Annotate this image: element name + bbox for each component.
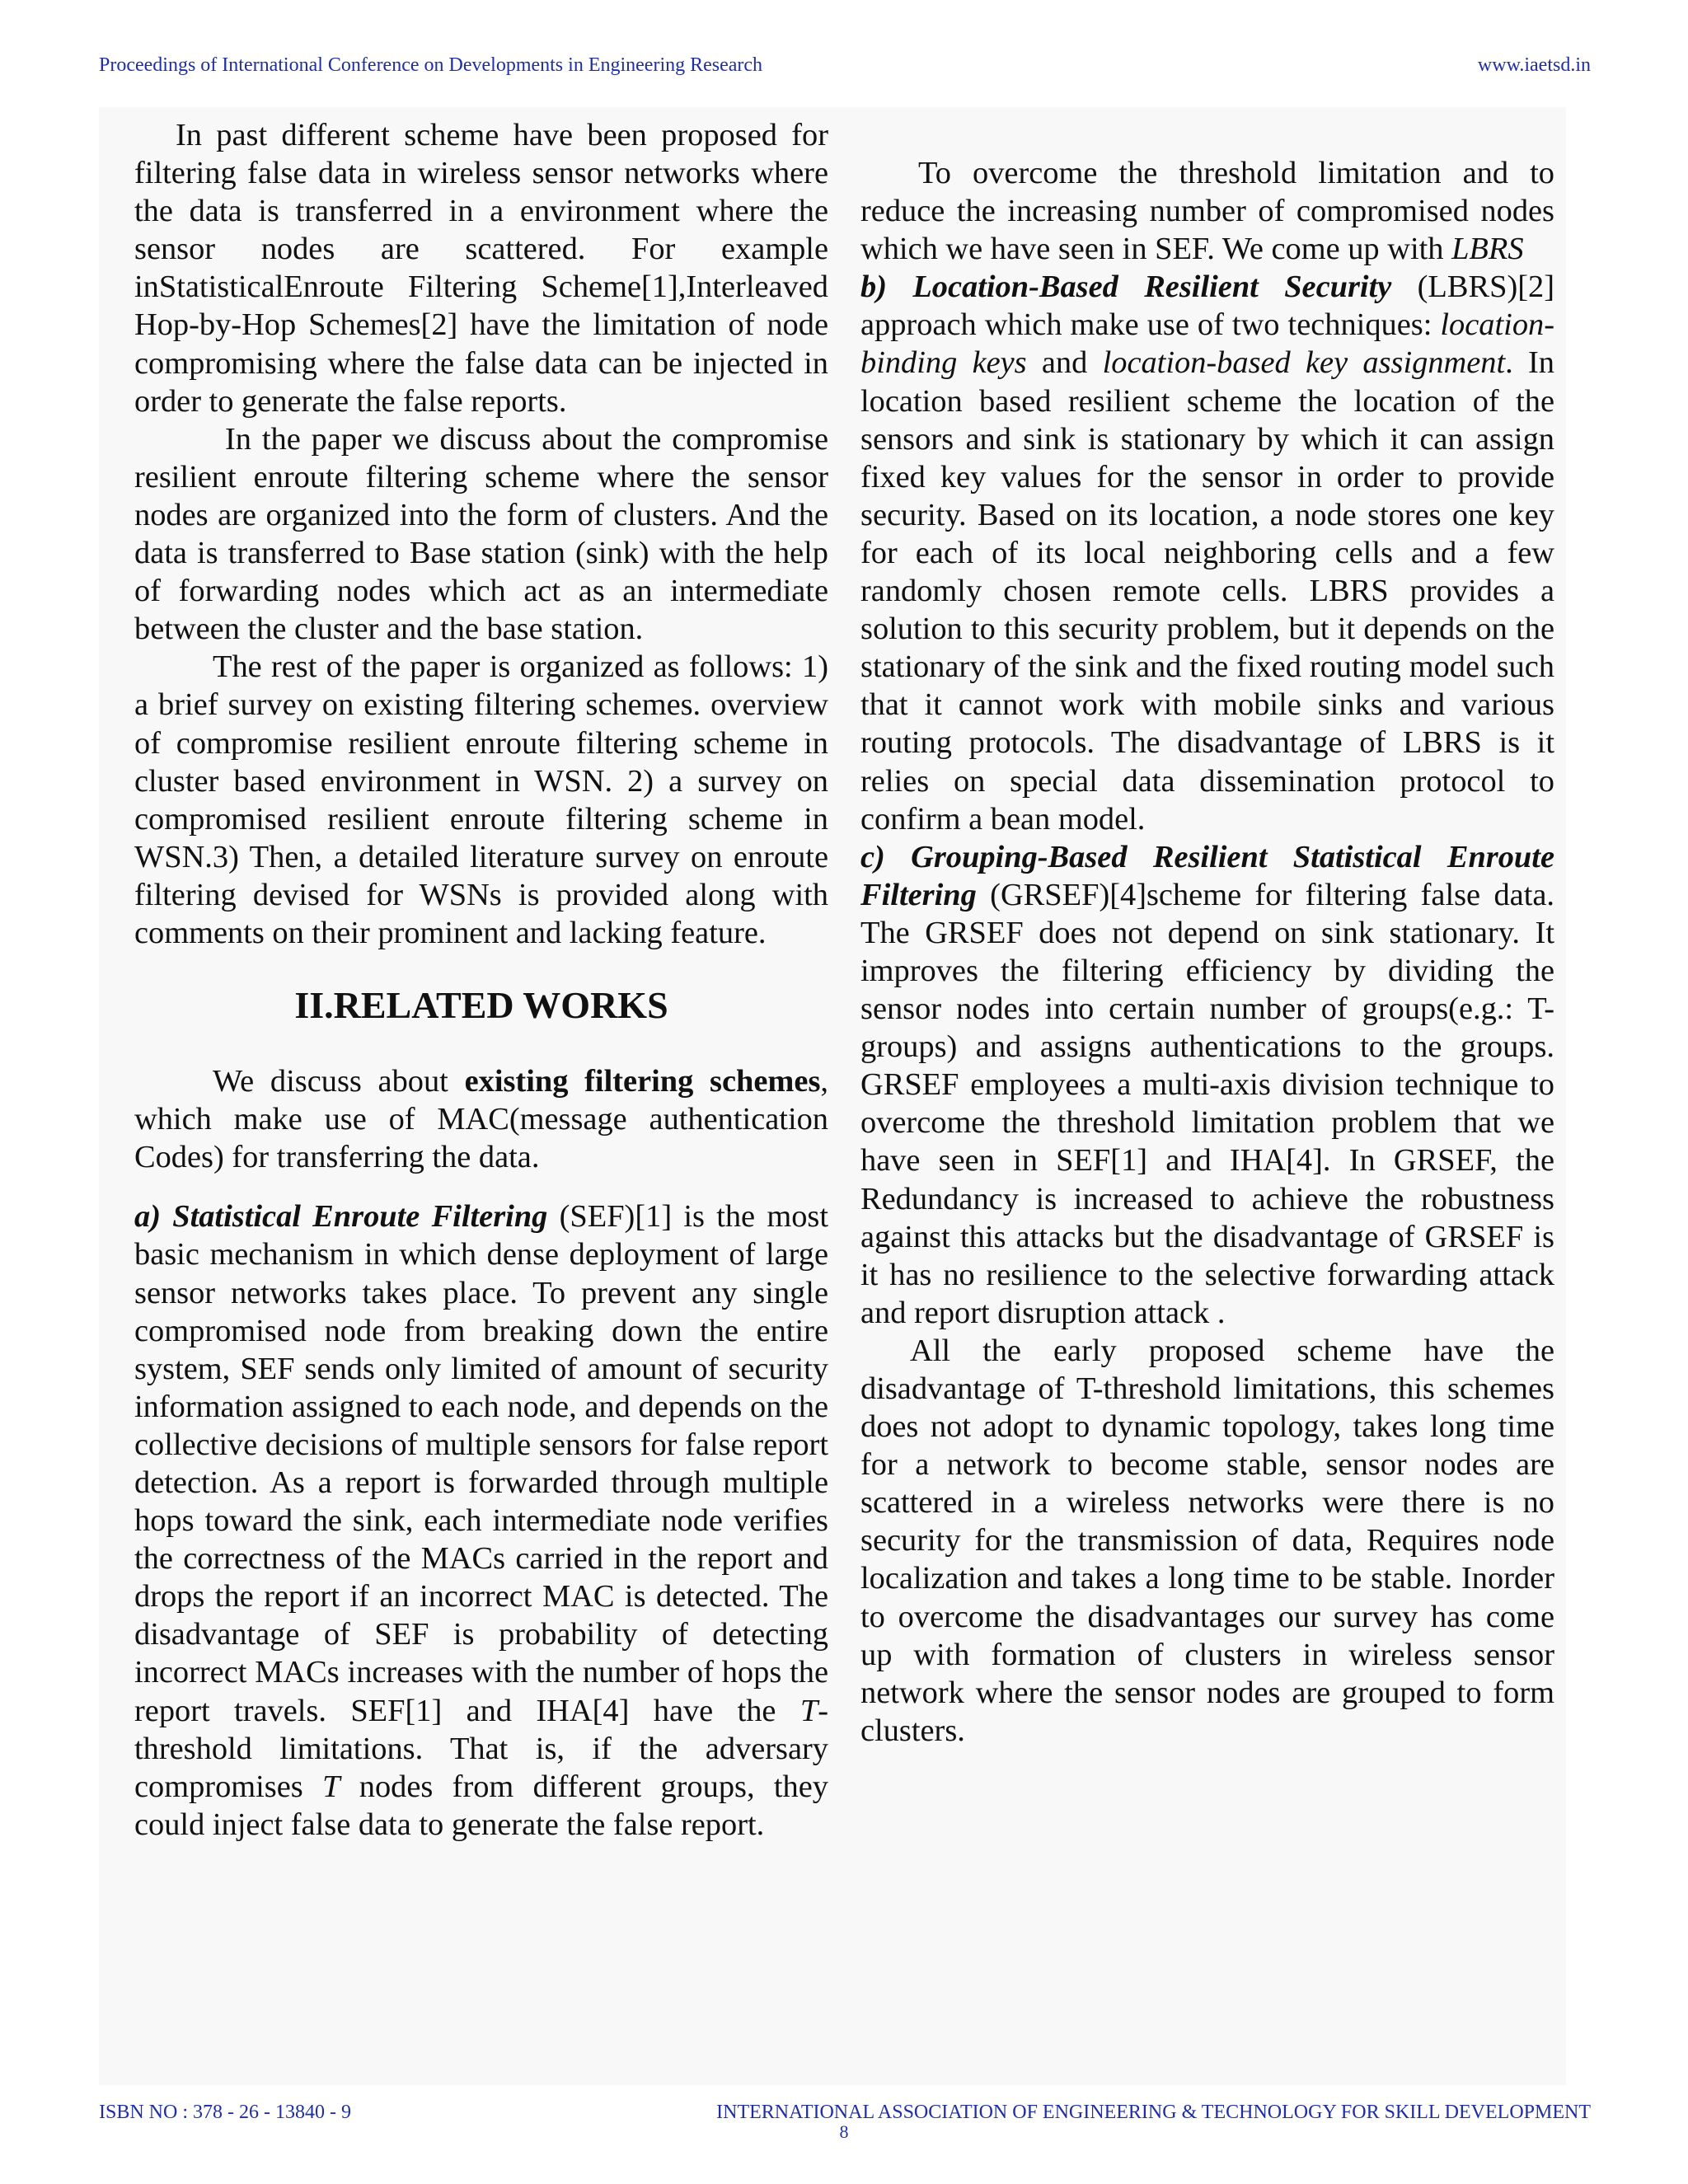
threshold-italic-lbrs: LBRS (1451, 232, 1524, 267)
threshold-text: To overcome the threshold limitation and to reduce the increasing number of compromised nodes which we have seen in SEF. We come up with (860, 156, 1554, 267)
intro-paragraph: In past different scheme have been proposed for filtering false data in wireless sensor networks where the data is transferred in a environment where the sensor nodes are scattered. For example inStatisticalEnroute Filtering Scheme[1],Interleaved Hop-by-Hop Schemes[2] have the limitation of node compromising where the false data can be injected in order to generate the false reports. (134, 118, 828, 419)
grsef-text: (GRSEF)[4]scheme for filtering false data. The GRSEF does not depend on sink stationary. It improves the filtering efficiency by dividing the sensor nodes into certain number of groups(e.g.: T-groups) and assigns authentications to the groups. GRSEF employees a multi-axis division technique to overcome the threshold limitation problem that we have seen in SEF[1] and IHA[4]. In GRSEF, the Redundancy is increased to achieve the robustness against this attacks but the disadvantage of GRSEF is it has no resilience to the selective forwarding attack and report disruption attack . (860, 877, 1554, 1330)
footer-isbn: ISBN NO : 378 - 26 - 13840 - 9 (99, 2102, 351, 2123)
lbrs-text-1: (LBRS)[2] approach which make use of two techniques: (860, 269, 1554, 343)
threshold-paragraph (860, 154, 1554, 268)
lbrs-italic-binding: location-binding keys (860, 307, 1554, 381)
lbrs-subheading: b) Location-Based Resilient Security (860, 269, 1392, 305)
paper-scope-paragraph: In the paper we discuss about the compromise resilient enroute filtering scheme where the sensor nodes are organized into the form of clusters. And the data is transferred to Base station (sink) with the help of forwarding nodes which act as an intermediate between the cluster and the base station. (134, 421, 828, 647)
sef-text-3: nodes from different groups, they could inject false data to generate the false report. (134, 1769, 828, 1842)
sef-text-2: -threshold limitations. That is, if the adversary compromises (134, 1693, 828, 1804)
sef-italic-t1: T (799, 1693, 818, 1728)
paper-organization-paragraph: The rest of the paper is organized as follows: 1) a brief survey on existing filtering schemes. overview of compromise resilient enroute filtering scheme in cluster based environment in WSN. 2) a survey on compromised resilient enroute filtering scheme in WSN.3) Then, a detailed literature survey on enroute filtering devised for WSNs is provided along with comments on their prominent and lacking feature. (134, 649, 828, 950)
related-works-intro-paragraph (134, 1062, 828, 1176)
footer-page-number: 8 (839, 2121, 849, 2142)
header-proceedings-title: Proceedings of International Conference on Developments in Engineering Research (99, 54, 763, 76)
header-website: www.iaetsd.in (1477, 54, 1591, 76)
sef-paragraph (134, 1197, 828, 1844)
related-works-lead: We discuss about (213, 1064, 465, 1099)
right-column (860, 154, 1554, 1750)
related-works-rest: , which make use of MAC(message authentication Codes) for transferring the data. (134, 1064, 828, 1175)
grsef-paragraph (860, 838, 1554, 1332)
lbrs-italic-assignment: location-based key assignment (1102, 345, 1506, 381)
lbrs-text-3: . In location based resilient scheme the location of the sensors and sink is stationary by which it can assign fixed key values for the sensor in order to provide security. Based on its location, a node stores one key for each of its local neighboring cells and a few randomly chosen remote cells. LBRS provides a solution to this security problem, but it depends on the stationary of the sink and the fixed routing model such that it cannot work with mobile sinks and various routing protocols. The disadvantage of LBRS is it relies on special data dissemination protocol to confirm a bean model. (860, 345, 1554, 837)
sef-text-1: (SEF)[1] is the most basic mechanism in which dense deployment of large sensor networks takes place. To prevent any single compromised node from breaking down the entire system, SEF sends only limited of amount of security information assigned to each node, and depends on the collective decisions of multiple sensors for false report detection. As a report is forwarded through multiple hops toward the sink, each intermediate node verifies the correctness of the MACs carried in the report and drops the report if an incorrect MAC is detected. The disadvantage of SEF is probability of detecting incorrect MACs increases with the number of hops the report travels. SEF[1] and IHA[4] have the (134, 1199, 829, 1728)
left-column (134, 116, 828, 1844)
lbrs-paragraph (860, 268, 1554, 837)
lbrs-text-2: and (1026, 345, 1103, 381)
conclusion-paragraph: All the early proposed scheme have the disadvantage of T-threshold limitations, this schemes does not adopt to dynamic topology, takes long time for a network to become stable, sensor nodes are scattered in a wireless networks were there is no security for the transmission of data, Requires node localization and takes a long time to be stable. Inorder to overcome the disadvantages our survey has come up with formation of clusters in wireless sensor network where the sensor nodes are grouped to form clusters. (860, 1333, 1554, 1748)
section-heading-related-works: II.RELATED WORKS (294, 984, 668, 1027)
footer-organization: INTERNATIONAL ASSOCIATION OF ENGINEERING & TECHNOLOGY FOR SKILL DEVELOPMENT (716, 2102, 1591, 2123)
sef-subheading: a) Statistical Enroute Filtering (134, 1199, 548, 1235)
sef-italic-t2: T (322, 1769, 340, 1804)
grsef-subheading: c) Grouping-Based Resilient Statistical Enroute Filtering (860, 839, 1554, 912)
related-works-emphasis: existing filtering schemes (464, 1064, 821, 1099)
